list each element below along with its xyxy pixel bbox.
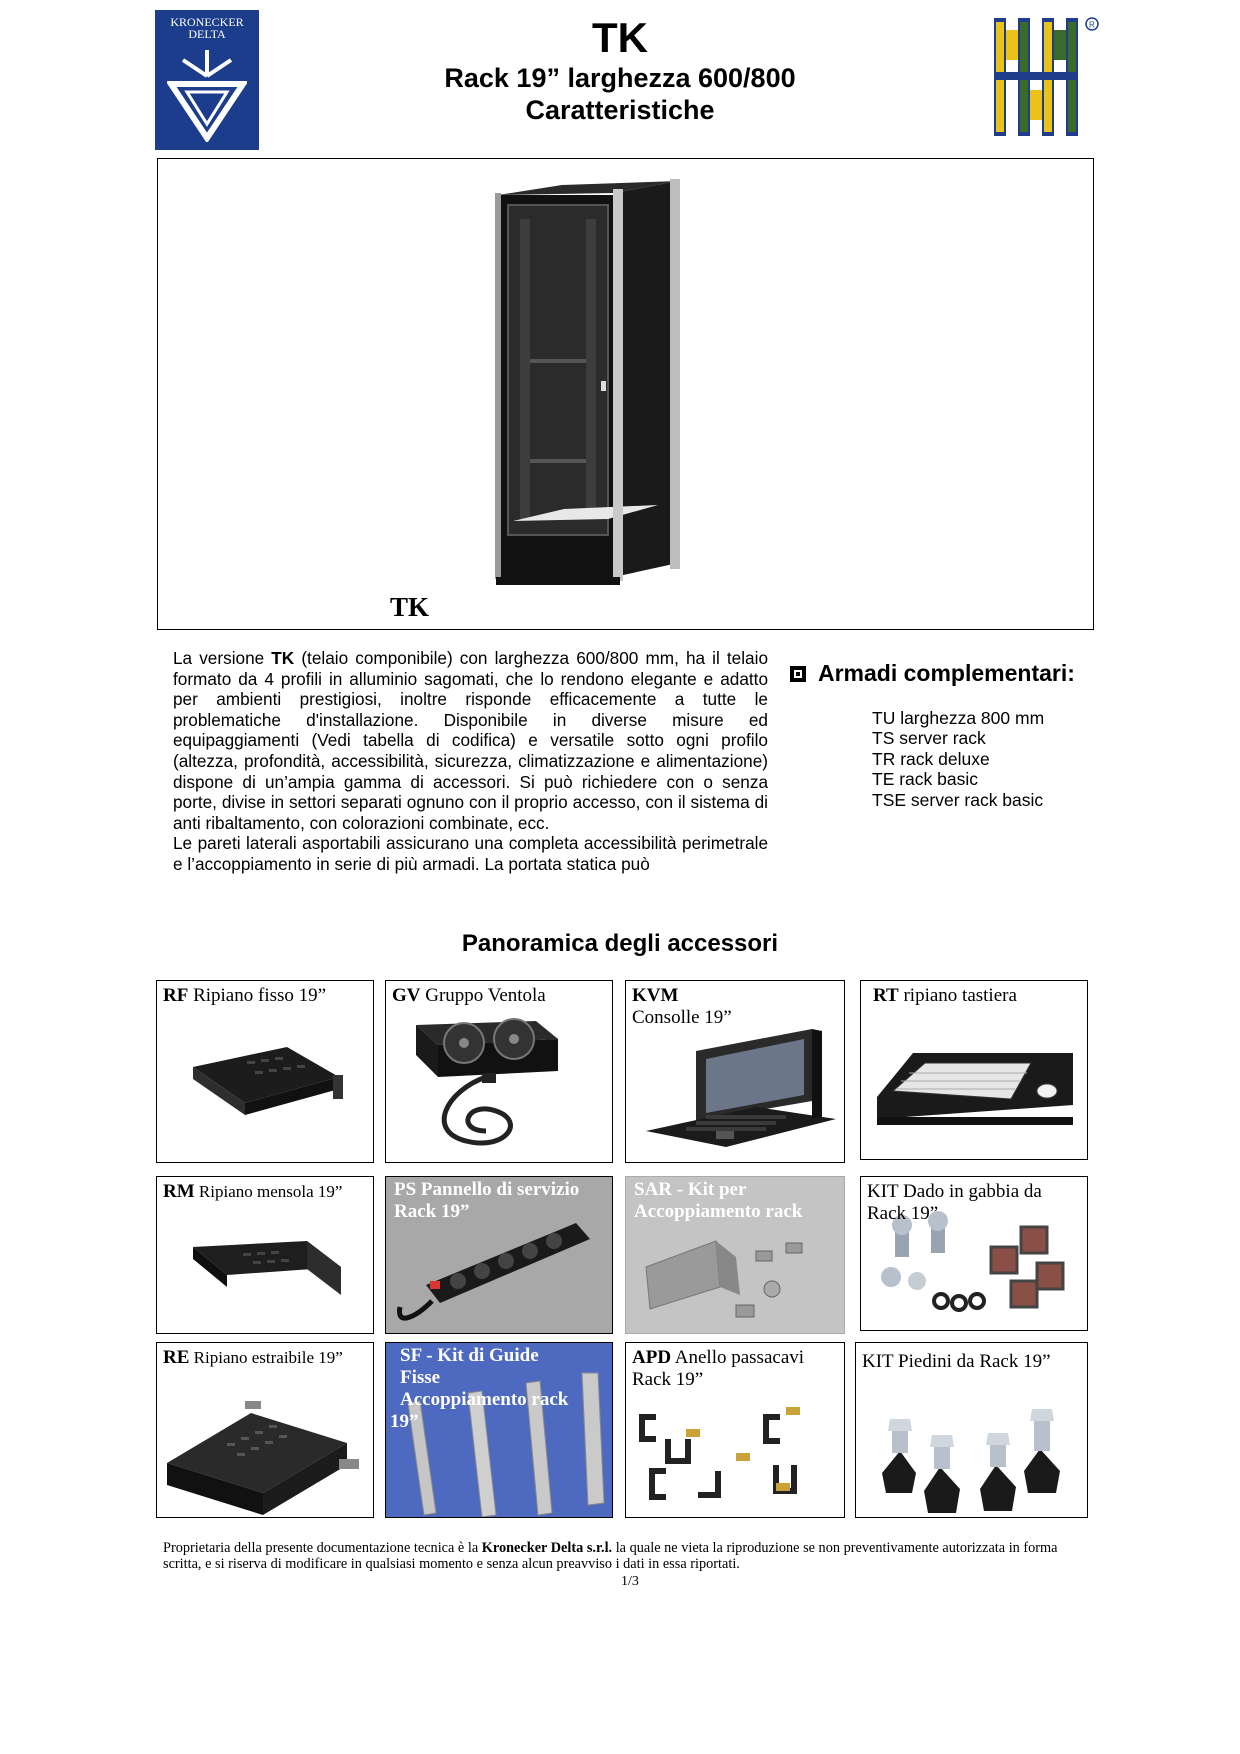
product-caption: TK — [390, 592, 430, 622]
accessory-card-ps: PS Pannello di servizio Rack 19” — [385, 1176, 613, 1334]
accessory-card-re: RE Ripiano estraibile 19” — [156, 1342, 374, 1518]
square-bullet-icon — [790, 666, 806, 682]
page-subtitle-2: Caratteristiche — [525, 95, 715, 125]
partner-logo-icon — [990, 12, 1100, 142]
accessory-card-apd: APD Anello passacavi Rack 19” — [625, 1342, 845, 1518]
description-paragraph-2: Le pareti laterali asportabili assicurano una completa accessibilità perimetrale e l’accoppiamento in serie di più armadi. La portata statica può — [173, 833, 768, 874]
footer-disclaimer: Proprietaria della presente documentazione tecnica è la Kronecker Delta s.r.l. la quale ne vieta la riproduzione se non preventivamente autorizzata in forma scritta, e si riserva di modificare in qualsiasi momento e senza alcun preavviso i dati in essa riportati. — [163, 1540, 1058, 1572]
delta-emblem-icon — [167, 46, 247, 142]
kronecker-delta-logo — [155, 10, 259, 150]
logo-brand-text: KRONECKER DELTA — [170, 15, 244, 41]
accessory-card-kit-dado: KIT Dado in gabbia da Rack 19” — [860, 1176, 1088, 1331]
fixed-shelf-image — [157, 981, 374, 1163]
accessory-card-kit-piedini: KIT Piedini da Rack 19” — [855, 1342, 1088, 1518]
accessories-heading: Panoramica degli accessori — [461, 930, 779, 957]
page-subtitle: Rack 19” larghezza 600/800 — [444, 63, 796, 93]
accessory-card-gv: GV Gruppo Ventola — [385, 980, 613, 1163]
list-item: TE rack basic — [872, 769, 978, 790]
list-item: TU larghezza 800 mm — [872, 708, 1045, 728]
product-name-bold: TK — [271, 648, 295, 668]
accessory-card-rm: RM Ripiano mensola 19” — [156, 1176, 374, 1334]
product-image-frame — [157, 158, 1094, 630]
list-item: TR rack deluxe — [872, 748, 990, 769]
partner-logo — [990, 12, 1100, 142]
page-number: 1/3 — [621, 1574, 639, 1589]
footer-company: Kronecker Delta s.r.l. — [481, 1540, 613, 1556]
rack-cabinet-image — [158, 159, 1092, 628]
page-title: TK — [592, 14, 648, 61]
accessory-card-sf: SF - Kit di Guide Fisse Accoppiamento rack 19” — [385, 1342, 613, 1518]
fan-unit-image — [386, 981, 613, 1163]
description-paragraph-1: La versione TK (telaio componibile) con larghezza 600/800 mm, ha il telaio formato da 4 profili in alluminio sagomati, che lo rendono elegante e adatto per ambienti prestigiosi, inoltre risponde efficacemente a tutte le problematiche d'installazione. Disponibile in diverse misure ed equipaggiamenti (Vedi tabella di codifica) e versatile sotto ogni profilo (altezza, profondità, accessibilità, sicurezza, climatizzazione e alimentazione) dispone di un’ampia gamma di accessori. Si può richiedere con o senza porte, divise in settori separati ognuno con il proprio accesso, con il sistema di anti ribaltamento, con colorazioni combinate, ecc. — [173, 648, 768, 833]
accessory-card-rf: RF Ripiano fisso 19” — [156, 980, 374, 1163]
complementary-heading: Armadi complementari: — [790, 660, 1075, 687]
sliding-shelf-image — [157, 1343, 374, 1518]
list-item: TS server rack — [872, 728, 986, 749]
accessory-card-sar: SAR - Kit per Accoppiamento rack — [625, 1176, 845, 1334]
svg-text:R: R — [1089, 20, 1095, 30]
accessory-card-kvm: KVM Consolle 19” — [625, 980, 845, 1163]
accessory-card-rt: RT ripiano tastiera — [860, 980, 1088, 1160]
product-description — [173, 648, 768, 875]
list-item: TSE server rack basic — [872, 789, 1044, 810]
complementary-list — [872, 708, 1044, 810]
keyboard-shelf-image — [861, 981, 1088, 1160]
title-block — [380, 14, 860, 126]
